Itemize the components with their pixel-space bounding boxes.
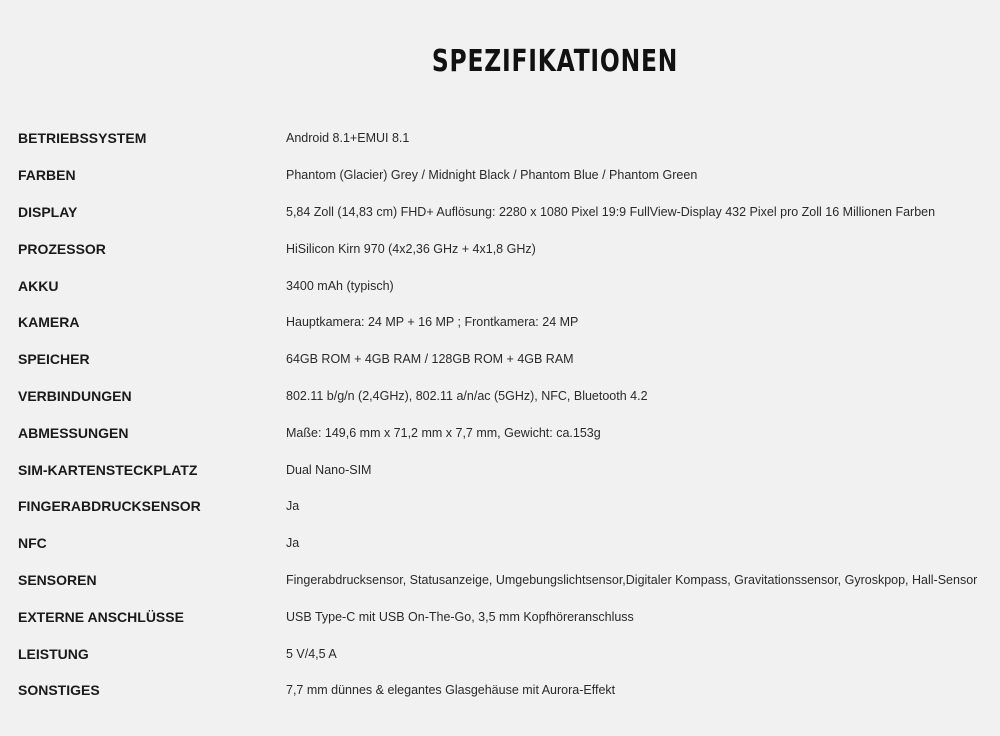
spec-row-abmessungen — [18, 414, 1000, 451]
spec-label: SPEICHER — [18, 351, 90, 368]
spec-row-farben — [18, 157, 1000, 194]
spec-value: Android 8.1+EMUI 8.1 — [286, 131, 410, 146]
spec-row-prozessor — [18, 230, 1000, 267]
spec-value: Hauptkamera: 24 MP + 16 MP ; Frontkamera: 24 MP — [286, 315, 579, 330]
spec-row-sensoren — [18, 562, 1000, 599]
spec-row-sonstiges — [18, 672, 1000, 709]
spec-label: AKKU — [18, 277, 59, 294]
spec-label: VERBINDUNGEN — [18, 387, 132, 404]
spec-label: FINGERABDRUCKSENSOR — [18, 498, 201, 515]
spec-value: Ja — [286, 499, 300, 514]
spec-row-leistung — [18, 635, 1000, 672]
spec-value: HiSilicon Kirn 970 (4x2,36 GHz + 4x1,8 GHz) — [286, 241, 536, 256]
spec-label: KAMERA — [18, 314, 80, 331]
spec-label: FARBEN — [18, 167, 76, 184]
spec-label: SENSOREN — [18, 571, 97, 588]
spec-value: 5,84 Zoll (14,83 cm) FHD+ Auflösung: 2280 x 1080 Pixel 19:9 FullView-Display 432 Pixel pro Zoll 16 Millionen Farben — [286, 204, 936, 219]
spec-label: EXTERNE ANSCHLÜSSE — [18, 608, 184, 625]
spec-label: DISPLAY — [18, 203, 78, 220]
spec-row-display — [18, 194, 1000, 231]
spec-row-akku — [18, 267, 1000, 304]
spec-row-externe-anschluesse — [18, 598, 1000, 635]
spec-table — [18, 120, 1000, 709]
spec-row-speicher — [18, 341, 1000, 378]
spec-label: LEISTUNG — [18, 645, 89, 662]
spec-row-fingerabdrucksensor — [18, 488, 1000, 525]
spec-label: NFC — [18, 535, 47, 552]
spec-value: 7,7 mm dünnes & elegantes Glasgehäuse mit Aurora-Effekt — [286, 683, 616, 698]
spec-label: SIM-KARTENSTECKPLATZ — [18, 461, 198, 478]
spec-row-betriebssystem — [18, 120, 1000, 157]
spec-value: USB Type-C mit USB On-The-Go, 3,5 mm Kopfhöreranschluss — [286, 609, 634, 624]
spec-row-sim-kartensteckplatz — [18, 451, 1000, 488]
spec-value: Phantom (Glacier) Grey / Midnight Black / Phantom Blue / Phantom Green — [286, 168, 698, 183]
spec-value: Dual Nano-SIM — [286, 462, 372, 477]
spec-label: SONSTIGES — [18, 682, 100, 699]
spec-label: PROZESSOR — [18, 240, 106, 257]
spec-value: Ja — [286, 536, 300, 551]
spec-value: 64GB ROM + 4GB RAM / 128GB ROM + 4GB RAM — [286, 352, 574, 367]
spec-value: Fingerabdrucksensor, Statusanzeige, Umgebungslichtsensor,Digitaler Kompass, Gravitationssensor, Gyroskpop, Hall-Sensor — [286, 572, 978, 587]
spec-label: BETRIEBSSYSTEM — [18, 130, 147, 147]
spec-row-nfc — [18, 525, 1000, 562]
spec-value: Maße: 149,6 mm x 71,2 mm x 7,7 mm, Gewicht: ca.153g — [286, 425, 601, 440]
spec-value: 5 V/4,5 A — [286, 646, 337, 661]
spec-value: 3400 mAh (typisch) — [286, 278, 394, 293]
spec-row-verbindungen — [18, 378, 1000, 415]
spec-label: ABMESSUNGEN — [18, 424, 129, 441]
spec-value: 802.11 b/g/n (2,4GHz), 802.11 a/n/ac (5GHz), NFC, Bluetooth 4.2 — [286, 388, 648, 403]
page-title: SPEZIFIKATIONEN — [431, 44, 679, 79]
spec-row-kamera — [18, 304, 1000, 341]
